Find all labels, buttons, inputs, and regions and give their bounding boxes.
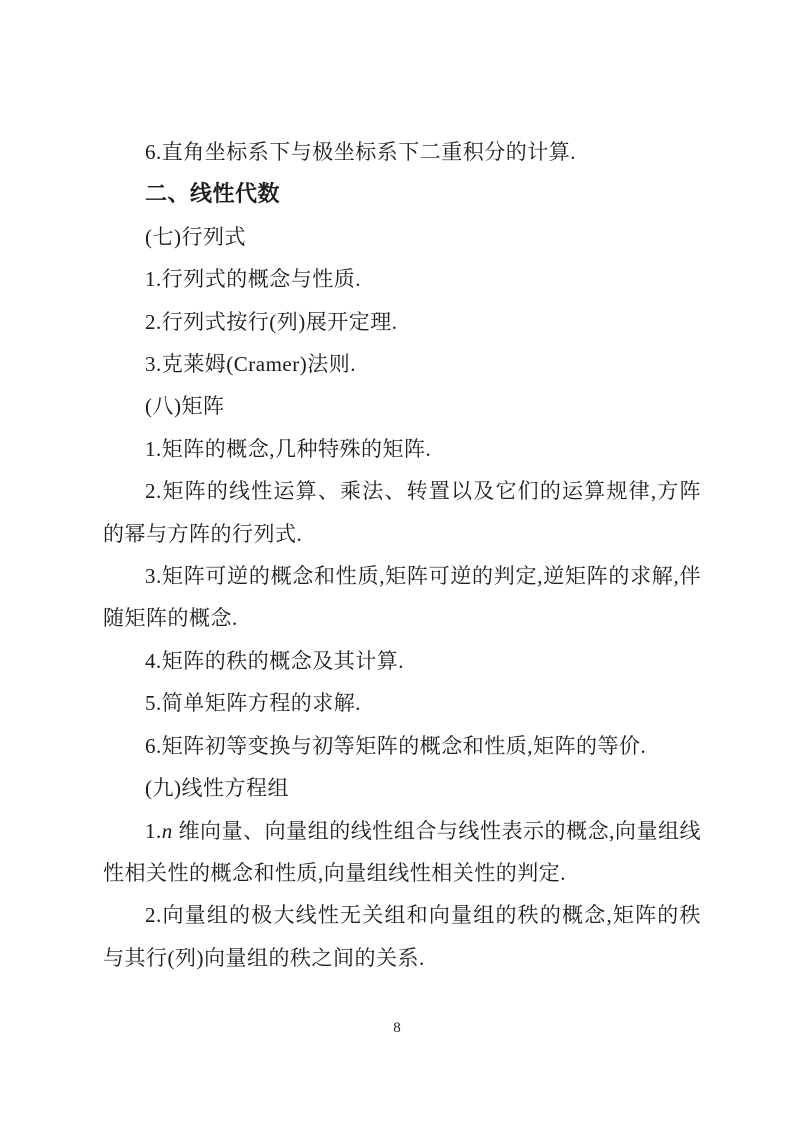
syllabus-item: 2.向量组的极大线性无关组和向量组的秩的概念,矩阵的秩与其行(列)向量组的秩之间的关系.	[103, 903, 701, 970]
math-variable-n: n	[161, 818, 173, 843]
page-number: 8	[393, 1020, 401, 1036]
syllabus-item: 4.矩阵的秩的概念及其计算.	[145, 648, 404, 673]
section-heading-linear-algebra: 二、线性代数	[145, 181, 281, 207]
subsection-heading-matrices: (八)矩阵	[145, 394, 225, 419]
syllabus-item: 2.矩阵的线性运算、乘法、转置以及它们的运算规律,方阵的幂与方阵的行列式.	[103, 479, 701, 546]
syllabus-item	[103, 810, 701, 895]
syllabus-item: 3.矩阵可逆的概念和性质,矩阵可逆的判定,逆矩阵的求解,伴随矩阵的概念.	[103, 564, 701, 631]
subsection-heading-determinants: (七)行列式	[145, 224, 246, 249]
item-text: 维向量、向量组的线性组合与线性表示的概念,向量组线性相关性的概念和性质,向量组线性相关性的判定.	[103, 818, 701, 885]
syllabus-item: 3.克莱姆(Cramer)法则.	[145, 352, 356, 377]
syllabus-item: 2.行列式按行(列)展开定理.	[145, 309, 398, 334]
syllabus-item: 6.矩阵初等变换与初等矩阵的概念和性质,矩阵的等价.	[145, 733, 647, 758]
syllabus-item: 6.直角坐标系下与极坐标系下二重积分的计算.	[145, 140, 576, 164]
syllabus-item: 1.行列式的概念与性质.	[145, 267, 361, 292]
document-body	[103, 131, 701, 979]
syllabus-item: 1.矩阵的概念,几种特殊的矩阵.	[145, 436, 432, 461]
subsection-heading-linear-equations: (九)线性方程组	[145, 776, 289, 801]
syllabus-item: 5.简单矩阵方程的求解.	[145, 691, 361, 716]
item-number: 1.	[145, 818, 162, 843]
